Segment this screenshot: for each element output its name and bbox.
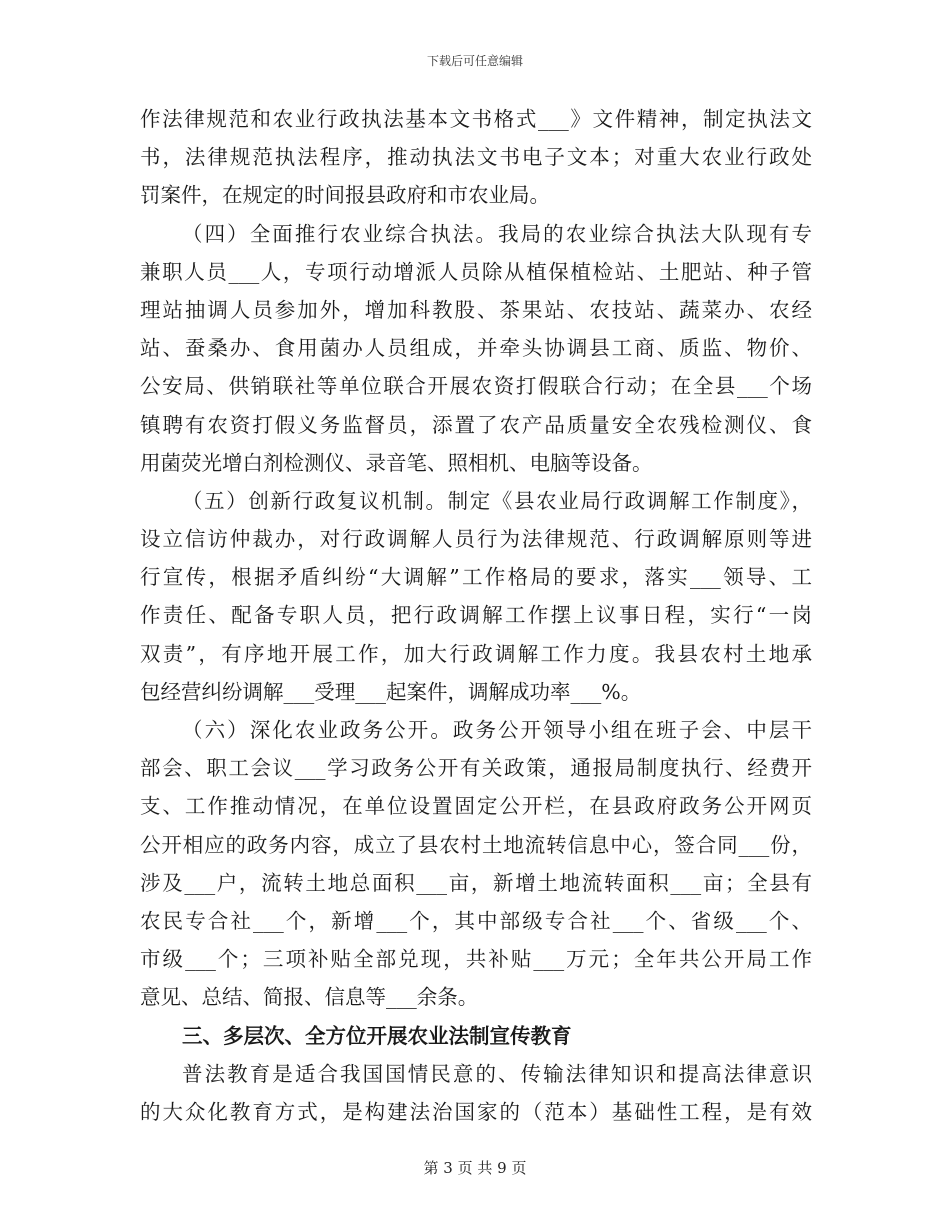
text-line: 行宣传，根据矛盾纠纷“大调解”工作格局的要求，落实___领导、工: [140, 565, 812, 590]
text-line: 部会、职工会议___学习政务公开有关政策，通报局制度执行、经费开: [140, 756, 812, 781]
text-line: 作责任、配备专职人员，把行政调解工作摆上议事日程，实行“一岗: [140, 603, 812, 628]
text-line: 意见、总结、简报、信息等___余条。: [140, 985, 479, 1010]
text-line: 用菌荧光增白剂检测仪、录音笔、照相机、电脑等设备。: [140, 450, 653, 475]
text-line: 罚案件，在规定的时间报县政府和市农业局。: [140, 183, 550, 208]
text-line: 的大众化教育方式，是构建法治国家的（范本）基础性工程，是有效: [140, 1099, 812, 1124]
text-line: 镇聘有农资打假义务监督员，添置了农产品质量安全农残检测仪、食: [140, 412, 812, 437]
page-footer: 第 3 页 共 9 页: [423, 1159, 527, 1177]
document-body: [140, 100, 812, 1131]
text-line: 兼职人员___人，专项行动增派人员除从植保植检站、土肥站、种子管: [140, 259, 812, 284]
text-line: 设立信访仲裁办，对行政调解人员行为法律规范、行政调解原则等进: [140, 527, 812, 552]
paragraph-first-line: （四）全面推行农业综合执法。我局的农业综合执法大队现有专: [182, 221, 812, 246]
text-line: 理站抽调人员参加外，增加科教股、茶果站、农技站、蔬菜办、农经: [140, 297, 812, 322]
text-line: 支、工作推动情况，在单位设置固定公开栏，在县政府政务公开网页: [140, 794, 812, 819]
text-line: 公安局、供销联社等单位联合开展农资打假联合行动；在全县___个场: [140, 374, 812, 399]
paragraph-first-line: 普法教育是适合我国国情民意的、传输法律知识和提高法律意识: [182, 1061, 812, 1086]
paragraph-first-line: （五）创新行政复议机制。制定《县农业局行政调解工作制度》，: [182, 488, 812, 513]
text-line: 作法律规范和农业行政执法基本文书格式___》文件精神，制定执法文: [140, 107, 812, 131]
page-header: 下载后可任意编辑: [426, 54, 523, 68]
text-line: 双责”，有序地开展工作，加大行政调解工作力度。我县农村土地承: [140, 641, 812, 666]
section-heading: 三、多层次、全方位开展农业法制宣传教育: [182, 1023, 572, 1048]
text-line: 农民专合社___个，新增___个，其中部级专合社___个、省级___个、: [140, 908, 812, 933]
paragraph-first-line: （六）深化农业政务公开。政务公开领导小组在班子会、中层干: [182, 718, 812, 742]
text-line: 书，法律规范执法程序，推动执法文书电子文本；对重大农业行政处: [140, 145, 812, 170]
text-line: 涉及___户，流转土地总面积___亩，新增土地流转面积___亩；全县有: [140, 870, 812, 895]
text-line: 公开相应的政务内容，成立了县农村土地流转信息中心，签合同___份，: [140, 832, 812, 857]
text-line: 包经营纠纷调解___受理___起案件，调解成功率___%。: [140, 679, 642, 704]
text-line: 站、蚕桑办、食用菌办人员组成，并牵头协调县工商、质监、物价、: [140, 336, 812, 361]
text-line: 市级___个；三项补贴全部兑现，共补贴___万元；全年共公开局工作: [140, 947, 812, 972]
